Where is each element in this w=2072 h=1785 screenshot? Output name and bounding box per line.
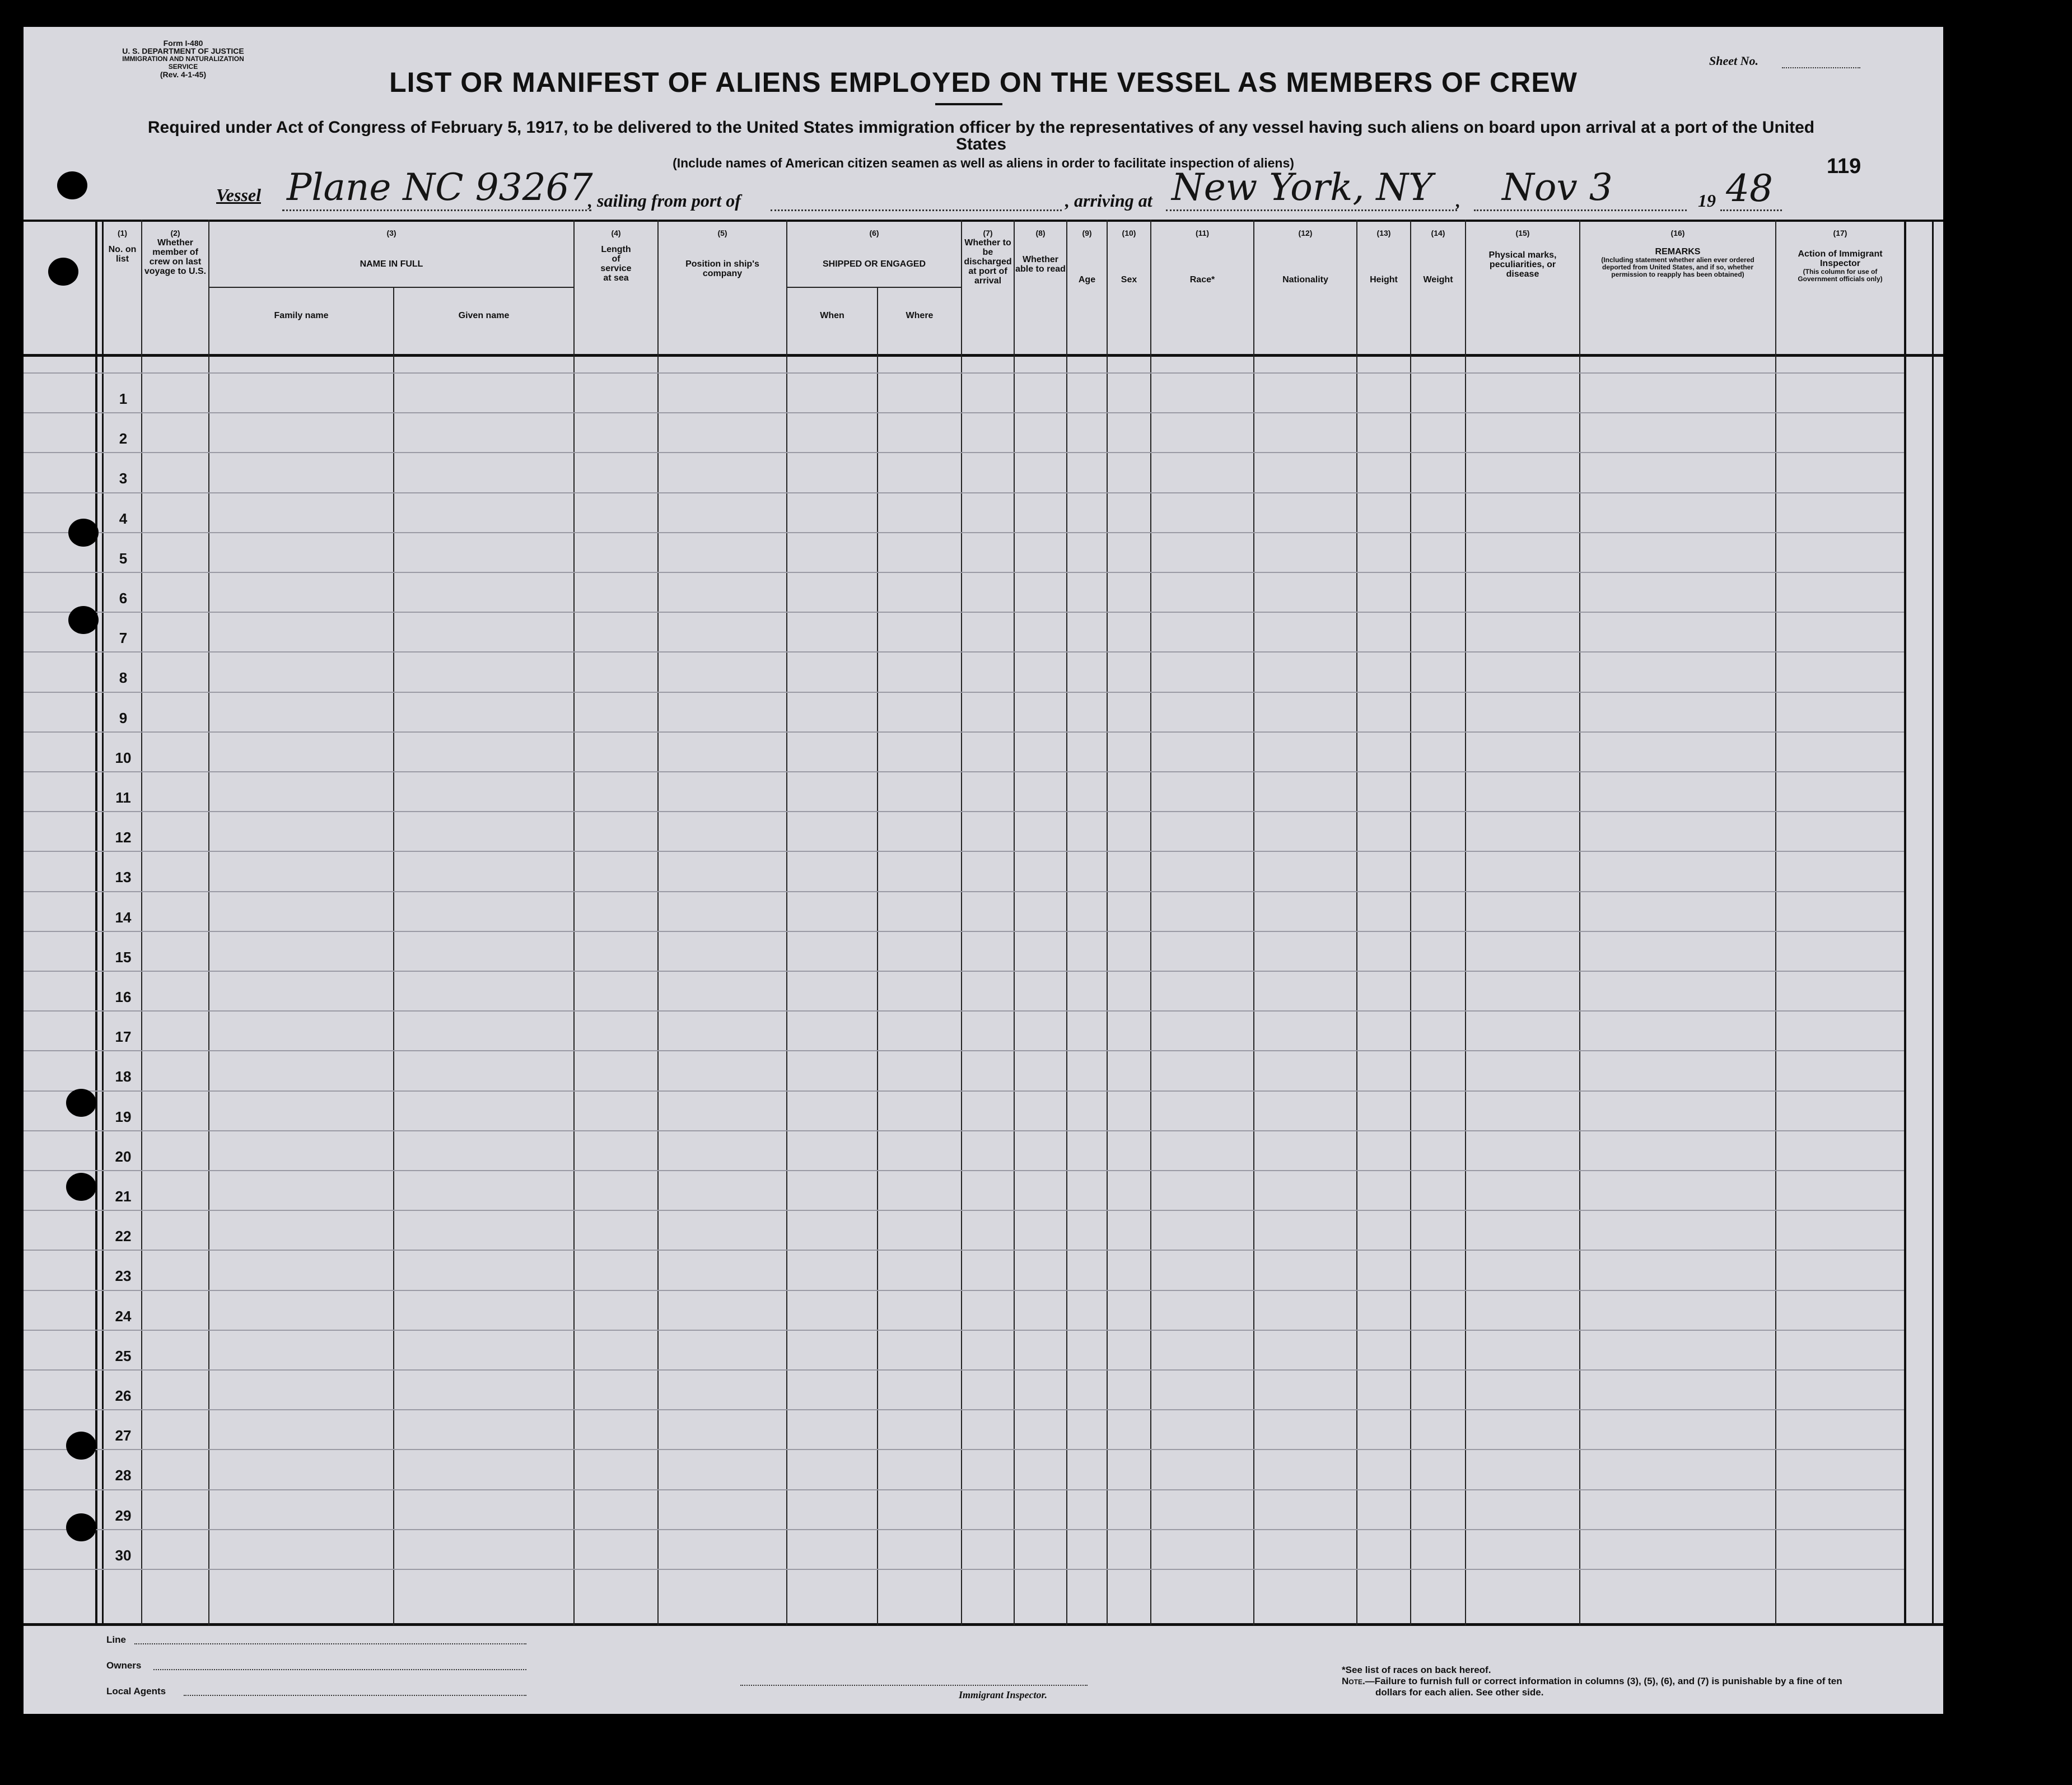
- vessel-label: Vessel: [216, 185, 261, 205]
- sheet-no-field[interactable]: [1782, 67, 1860, 68]
- fine-note: [1342, 1676, 1846, 1698]
- table-row[interactable]: [104, 1130, 1904, 1170]
- table-row[interactable]: [104, 532, 1904, 572]
- col10-number: (10): [1122, 229, 1136, 237]
- table-row[interactable]: [104, 971, 1904, 1010]
- col8-number: (8): [1035, 229, 1046, 237]
- col9-header: [1067, 229, 1107, 285]
- col10-header: [1108, 229, 1150, 285]
- table-row[interactable]: [104, 1330, 1904, 1369]
- col11-number: (11): [1195, 229, 1210, 237]
- shipped-subheader-line: [786, 287, 961, 288]
- family-name-header: Family name: [274, 311, 329, 320]
- row-number: 16: [115, 989, 132, 1005]
- service-name: IMMIGRATION AND NATURALIZATION SERVICE: [122, 55, 244, 71]
- row-number: 24: [115, 1308, 132, 1325]
- col16-number: (16): [1670, 229, 1685, 237]
- table-row[interactable]: [104, 731, 1904, 771]
- inspector-signature-field[interactable]: [740, 1685, 1088, 1686]
- row-number: 22: [115, 1228, 132, 1245]
- col8-header: [1015, 229, 1066, 274]
- department-name: U. S. DEPARTMENT OF JUSTICE: [122, 46, 244, 55]
- table-row[interactable]: [104, 1050, 1904, 1090]
- manifest-sheet: [24, 27, 1943, 1714]
- owners-label: Owners: [106, 1660, 142, 1671]
- row-number: 6: [119, 590, 128, 607]
- col11-header: [1151, 229, 1253, 285]
- arrival-date-value[interactable]: Nov 3: [1502, 166, 1613, 209]
- line-field[interactable]: [134, 1643, 526, 1644]
- col14-number: (14): [1431, 229, 1445, 237]
- arriving-label: , arriving at: [1065, 190, 1152, 211]
- binder-hole: [57, 171, 87, 199]
- col12-label: Nationality: [1282, 275, 1328, 285]
- col7-label: Whether to be discharged at port of arrival: [964, 238, 1012, 286]
- table-row[interactable]: [104, 771, 1904, 811]
- row-number: 5: [119, 550, 128, 567]
- row-number: 29: [115, 1507, 132, 1524]
- table-row[interactable]: [104, 1409, 1904, 1449]
- inspector-label: Immigrant Inspector.: [959, 1689, 1048, 1700]
- col2-header: [142, 229, 208, 276]
- row-number: 30: [115, 1547, 132, 1564]
- given-name-header: Given name: [458, 311, 510, 320]
- races-note: *See list of races on back hereof.: [1342, 1665, 1491, 1675]
- include-statement: (Include names of American citizen seamen as well as aliens in order to facilitate inspection of aliens): [673, 156, 1294, 170]
- binder-hole: [66, 1173, 96, 1201]
- col4-header: [575, 229, 657, 283]
- binder-hole: [66, 1432, 96, 1460]
- title-underline: [935, 103, 1002, 105]
- row-number: 10: [115, 749, 132, 766]
- col10-label: Sex: [1121, 275, 1137, 285]
- table-row[interactable]: [104, 1369, 1904, 1409]
- arriving-field-line: [1166, 209, 1457, 211]
- sailing-field-line: [771, 209, 1062, 211]
- table-row[interactable]: [104, 851, 1904, 891]
- col17-label: Action of Immigrant Inspector: [1798, 249, 1883, 268]
- row-number: 26: [115, 1387, 132, 1404]
- col12-header: [1254, 229, 1356, 285]
- table-row[interactable]: [104, 1489, 1904, 1529]
- table-bottom-border: [24, 1623, 1943, 1626]
- arriving-port-value[interactable]: New York, NY: [1172, 166, 1433, 209]
- col17-number: (17): [1833, 229, 1847, 237]
- col17-sublabel: (This column for use of Government officials only): [1798, 268, 1883, 283]
- col3-number: (3): [386, 229, 396, 237]
- col16-header: [1580, 229, 1775, 278]
- col16-sublabel: (Including statement whether alien ever ordered deported from United States, and if so, whether permission to reapply has been obtained): [1601, 256, 1754, 278]
- owners-field[interactable]: [153, 1669, 526, 1670]
- col4-label: Length of service at sea: [600, 245, 632, 283]
- row-number: 25: [115, 1348, 132, 1364]
- col4-number: (4): [611, 229, 621, 237]
- vessel-label-wrap: [216, 185, 261, 206]
- crew-table: [24, 220, 1943, 1625]
- col9-label: Age: [1078, 275, 1096, 285]
- col11-label: Race*: [1189, 275, 1215, 285]
- row-number: 18: [115, 1068, 132, 1085]
- row-number: 3: [119, 470, 128, 487]
- col12-number: (12): [1298, 229, 1313, 237]
- col6-header: [787, 229, 961, 269]
- col6-number: (6): [869, 229, 879, 237]
- row-number: 11: [115, 789, 131, 806]
- row-number: 13: [115, 869, 132, 885]
- table-row[interactable]: [104, 612, 1904, 651]
- row-number: 2: [119, 430, 128, 447]
- table-row[interactable]: [104, 1210, 1904, 1250]
- row-number: 27: [115, 1427, 132, 1444]
- row-number: 28: [115, 1467, 132, 1484]
- row-number: 12: [115, 829, 132, 846]
- table-top-border: [24, 220, 1943, 222]
- sheet-no-label: Sheet No.: [1709, 54, 1758, 68]
- binder-hole: [66, 1089, 96, 1117]
- table-row[interactable]: [104, 492, 1904, 532]
- table-row[interactable]: [104, 891, 1904, 931]
- col5-header: [659, 229, 786, 278]
- footnotes: [1342, 1665, 1846, 1698]
- local-agents-label: Local Agents: [106, 1686, 166, 1697]
- table-row[interactable]: [104, 1010, 1904, 1050]
- binder-hole: [66, 1513, 96, 1541]
- table-row[interactable]: [104, 1290, 1904, 1330]
- year-field-line: [1720, 209, 1782, 211]
- col3-label: NAME IN FULL: [360, 259, 423, 269]
- col1-header: [104, 229, 141, 264]
- row-number: 8: [119, 669, 128, 686]
- binder-hole: [68, 606, 99, 634]
- table-row[interactable]: [104, 1250, 1904, 1289]
- required-statement: Required under Act of Congress of February 5, 1917, to be delivered to the United States immigration officer by the representatives of any vessel having such aliens on board upon arrival at a port of the United States: [147, 118, 1815, 153]
- row-number: 15: [115, 949, 132, 966]
- revision-date: (Rev. 4-1-45): [160, 70, 207, 79]
- col1-number: (1): [117, 229, 128, 237]
- binder-hole: [48, 258, 78, 286]
- where-header: Where: [906, 311, 934, 320]
- row-number: 9: [119, 710, 128, 726]
- line-label: Line: [106, 1634, 126, 1645]
- col13-number: (13): [1376, 229, 1391, 237]
- col13-header: [1357, 229, 1410, 285]
- table-row[interactable]: [104, 1449, 1904, 1489]
- col5-number: (5): [717, 229, 727, 237]
- row-number: 1: [119, 390, 128, 407]
- col2-number: (2): [170, 229, 180, 237]
- page-number: 119: [1827, 155, 1861, 178]
- col9-number: (9): [1082, 229, 1092, 237]
- row-number: 4: [119, 510, 128, 527]
- local-agents-field[interactable]: [184, 1695, 526, 1696]
- table-row[interactable]: [104, 811, 1904, 851]
- table-row[interactable]: [104, 412, 1904, 452]
- binder-hole: [68, 519, 99, 547]
- table-row[interactable]: [104, 1529, 1904, 1569]
- table-row[interactable]: [104, 1090, 1904, 1130]
- vessel-name[interactable]: Plane NC 93267: [287, 166, 593, 209]
- col1-label: No. on list: [108, 245, 137, 264]
- col2-label: Whether member of crew on last voyage to U.S.: [144, 238, 207, 276]
- col5-label: Position in ship's company: [685, 259, 759, 278]
- col8-label: Whether able to read: [1015, 255, 1066, 274]
- col15-header: [1466, 229, 1579, 279]
- form-number: Form I-480: [163, 39, 203, 48]
- name-subheader-line: [208, 287, 573, 288]
- col7-header: [962, 229, 1014, 286]
- row-number: 14: [115, 909, 132, 926]
- row-number: 20: [115, 1148, 132, 1165]
- page-title: LIST OR MANIFEST OF ALIENS EMPLOYED ON THE VESSEL AS MEMBERS OF CREW: [389, 67, 1578, 98]
- col16-label: REMARKS: [1655, 247, 1701, 257]
- year-value[interactable]: 48: [1726, 167, 1773, 210]
- col15-label: Physical marks, peculiarities, or disease: [1488, 250, 1557, 279]
- year-prefix: 19: [1698, 190, 1716, 211]
- col14-header: [1411, 229, 1465, 285]
- col13-label: Height: [1370, 275, 1398, 285]
- when-header: When: [820, 311, 844, 320]
- date-field-line: [1474, 209, 1687, 211]
- row-number: 7: [119, 630, 128, 646]
- comma-separator: ,: [1456, 190, 1460, 211]
- table-row[interactable]: [104, 692, 1904, 731]
- col14-label: Weight: [1423, 275, 1453, 285]
- vessel-field-line: [282, 209, 591, 211]
- col6-label: SHIPPED OR ENGAGED: [822, 259, 926, 269]
- table-row[interactable]: [104, 1170, 1904, 1210]
- col17-header: [1776, 229, 1904, 283]
- row-rule: [24, 1569, 1904, 1570]
- sailing-label: , sailing from port of: [588, 190, 741, 211]
- col3-header: [209, 229, 573, 269]
- table-row[interactable]: [104, 931, 1904, 971]
- row-number: 23: [115, 1267, 132, 1284]
- note-text: —Failure to furnish full or correct information in columns (3), (5), (6), and (7) is punishable by a fine of ten dollars for each alien. See other side.: [1365, 1676, 1842, 1698]
- row-number: 19: [115, 1108, 132, 1125]
- table-row[interactable]: [104, 651, 1904, 691]
- row-number: 21: [115, 1188, 132, 1205]
- note-label: Note.: [1342, 1676, 1365, 1686]
- col7-number: (7): [983, 229, 993, 237]
- row-number: 17: [115, 1028, 132, 1045]
- table-row[interactable]: [104, 452, 1904, 492]
- table-body: [24, 357, 1943, 1623]
- table-row[interactable]: [104, 572, 1904, 612]
- col15-number: (15): [1515, 229, 1530, 237]
- table-row[interactable]: [104, 372, 1904, 412]
